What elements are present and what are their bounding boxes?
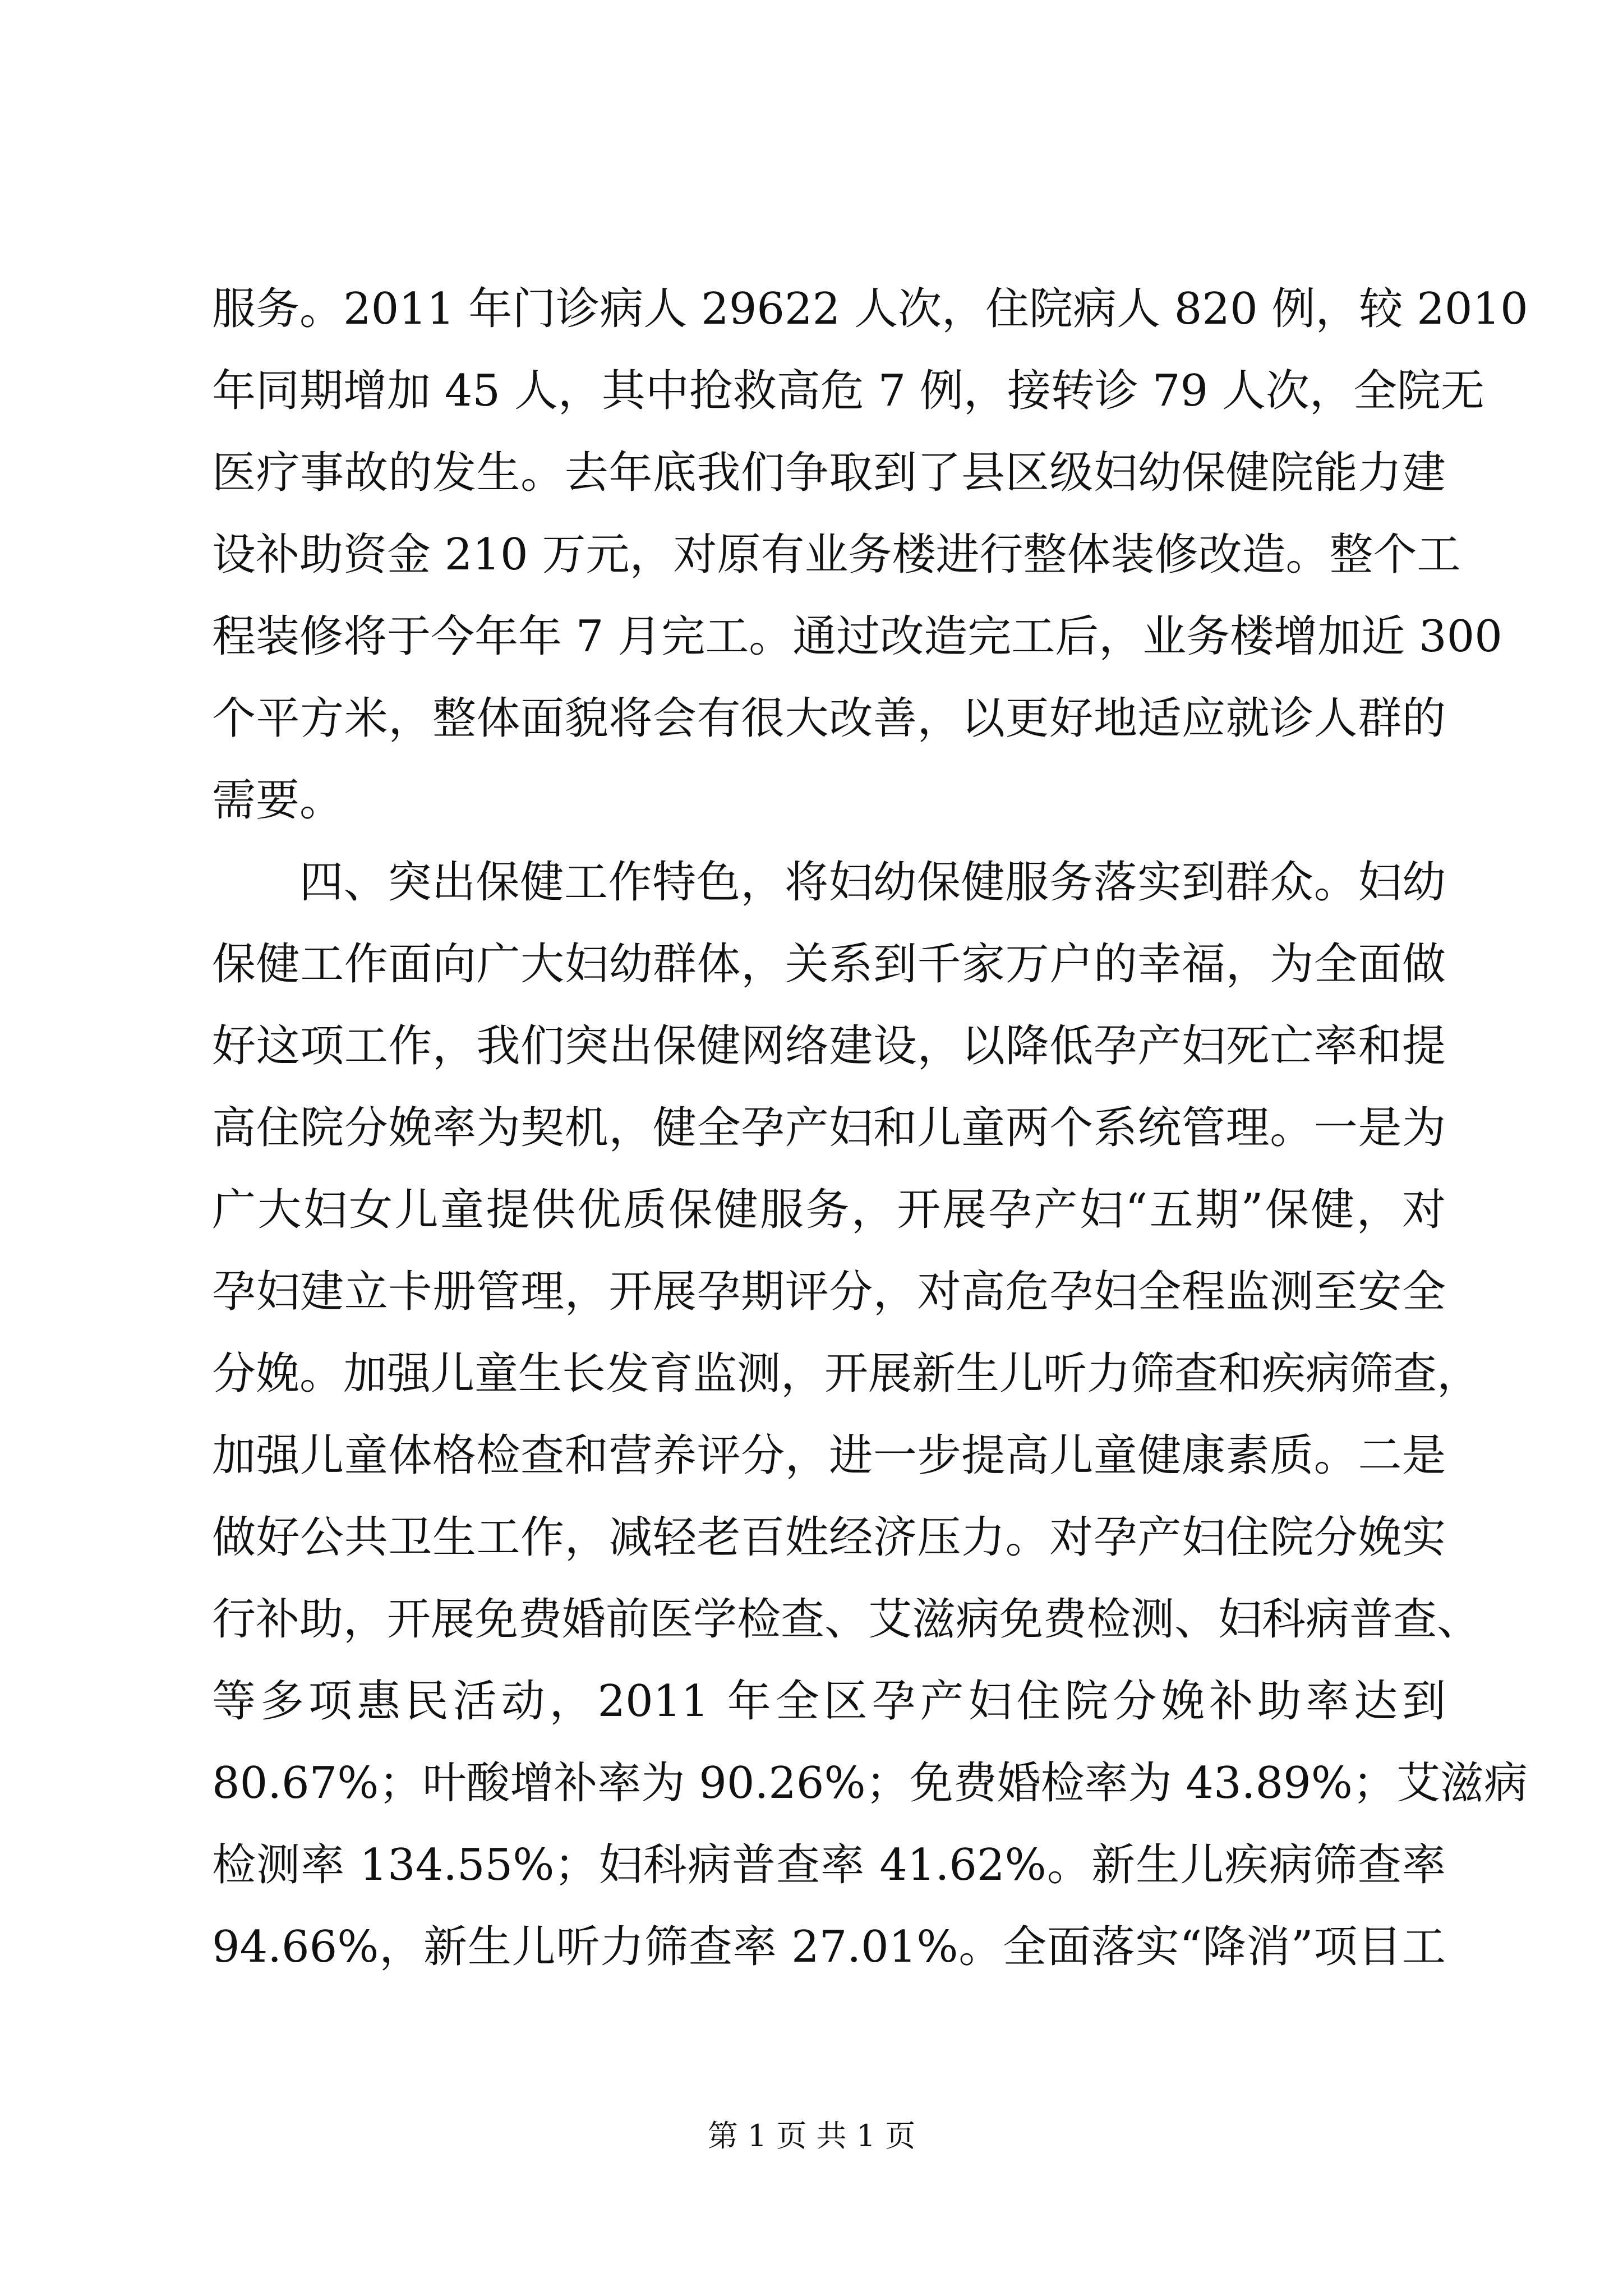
text-line: 分娩。加强儿童生长发育监测，开展新生儿听力筛查和疾病筛查， [212,1349,1481,1399]
text-line: 等多项惠民活动，2011 年全区孕产妇住院分娩补助率达到 [212,1676,1446,1727]
text-line: 年同期增加 45 人，其中抢救高危 7 例，接转诊 79 人次，全院无 [212,366,1484,416]
body-text [212,268,1528,1988]
text-line: 医疗事故的发生。去年底我们争取到了县区级妇幼保健院能力建 [212,448,1446,498]
text-line: 需要。 [212,775,344,826]
text-line: 保健工作面向广大妇幼群体，关系到千家万户的幸福，为全面做 [212,939,1446,990]
text-line: 广大妇女儿童提供优质保健服务，开展孕产妇“五期”保健，对 [212,1185,1446,1235]
text-line: 94.66%，新生儿听力筛查率 27.01%。全面落实“降消”项目工 [212,1922,1446,1972]
text-line: 检测率 134.55%；妇科病普查率 41.62%。新生儿疾病筛查率 [212,1840,1446,1890]
text-line: 高住院分娩率为契机，健全孕产妇和儿童两个系统管理。一是为 [212,1103,1446,1153]
text-line: 孕妇建立卡册管理，开展孕期评分，对高危孕妇全程监测至安全 [212,1267,1446,1317]
text-line: 设补助资金 210 万元，对原有业务楼进行整体装修改造。整个工 [212,530,1461,580]
text-line: 好这项工作，我们突出保健网络建设，以降低孕产妇死亡率和提 [212,1021,1446,1071]
text-line: 做好公共卫生工作，减轻老百姓经济压力。对孕产妇住院分娩实 [212,1512,1446,1563]
page-footer [0,2114,1623,2159]
text-line: 加强儿童体格检查和营养评分，进一步提高儿童健康素质。二是 [212,1430,1446,1481]
text-line: 行补助，开展免费婚前医学检查、艾滋病免费检测、妇科病普查、 [212,1594,1481,1645]
paragraph-start-line: 四、突出保健工作特色，将妇幼保健服务落实到群众。妇幼 [299,857,1446,908]
page-number-label: 第 1 页 共 1 页 [707,2118,916,2154]
text-line: 个平方米，整体面貌将会有很大改善，以更好地适应就诊人群的 [212,693,1446,744]
text-line: 程装修将于今年年 7 月完工。通过改造完工后，业务楼增加近 300 [212,611,1502,662]
text-line: 80.67%；叶酸增补率为 90.26%；免费婚检率为 43.89%；艾滋病 [212,1758,1528,1809]
text-line: 服务。2011 年门诊病人 29622 人次，住院病人 820 例，较 2010 [212,284,1528,334]
